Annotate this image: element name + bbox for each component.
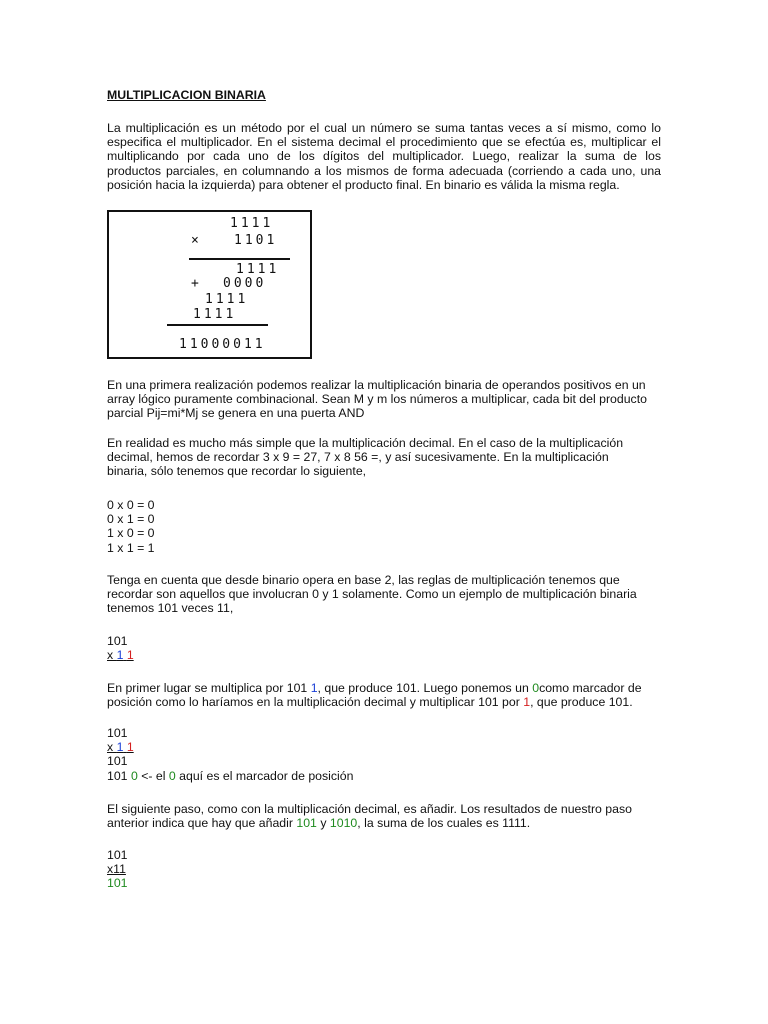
paragraph-line: Tenga en cuenta que desde binario opera en base 2, las reglas de multiplicación tenemos que: [107, 573, 620, 587]
paragraph-first-step: [107, 681, 661, 709]
example-multiplier: x11: [107, 862, 126, 877]
diagram-result: 11000011: [179, 337, 266, 352]
diagram-times-sign: ×: [191, 233, 202, 248]
multiplication-diagram: [107, 210, 312, 359]
rule-item: 1 x 1 = 1: [107, 540, 155, 555]
red-digit: 1: [523, 695, 531, 710]
example-1: [107, 634, 661, 662]
diagram-partial-4: 1111: [193, 307, 237, 322]
green-digit: 0: [130, 768, 138, 783]
times-prefix: x: [107, 740, 117, 755]
example-partial-shifted: [107, 769, 661, 783]
paragraph-line: tenemos 101 veces 11,: [107, 601, 234, 616]
paragraph-line: En una primera realización podemos realizar la multiplicación binaria de operandos positivos en un: [107, 378, 646, 392]
text-run: En primer lugar se multiplica por 101: [107, 681, 311, 695]
intro-line: multiplicando por cada uno de los dígitos del multiplicador. Luego, realizar la suma de los: [107, 149, 661, 164]
example-2: [107, 726, 661, 783]
text-run: 101: [107, 768, 131, 783]
example-3: [107, 848, 661, 891]
paragraph-base2: [107, 573, 661, 616]
times-prefix: x: [107, 648, 117, 663]
multiplier-digit-blue: 1: [116, 648, 124, 663]
paragraph-line: [107, 695, 661, 709]
text-run: como marcador de: [539, 681, 642, 695]
paragraph-line: decimal, hemos de recordar 3 x 9 = 27, 7 x 8 56 =, y así sucesivamente. En la multiplicación: [107, 450, 609, 465]
diagram-plus-sign: +: [191, 276, 202, 291]
paragraph-line: parcial Pij=mi*Mj se genera en una puerta AND: [107, 406, 365, 421]
example-partial: 101: [107, 754, 128, 769]
rule-item: 1 x 0 = 0: [107, 526, 155, 541]
paragraph-line: En realidad es mucho más simple que la multiplicación decimal. En el caso de la multiplicación: [107, 436, 624, 450]
diagram-partial-3: 1111: [205, 292, 249, 307]
diagram-rule-top: [189, 258, 290, 260]
text-run: aquí es el marcador de posición: [175, 768, 354, 783]
paragraph-simpler: [107, 436, 661, 479]
rule-item: 0 x 0 = 0: [107, 498, 155, 512]
blue-digit: 1: [310, 681, 318, 695]
text-run: , que produce 101.: [530, 695, 633, 710]
diagram-rule-bottom: [167, 324, 268, 326]
rule-item: 0 x 1 = 0: [107, 512, 155, 527]
diagram-multiplier: 1101: [234, 233, 278, 248]
example-multiplicand: 101: [107, 634, 128, 648]
paragraph-line: binaria, sólo tenemos que recordar lo siguiente,: [107, 464, 367, 479]
paragraph-line: El siguiente paso, como con la multiplicación decimal, es añadir. Los resultados de nuestro paso: [107, 802, 632, 816]
text-run: anterior indica que hay que añadir: [107, 816, 297, 831]
intro-paragraph: [107, 121, 661, 192]
intro-line: La multiplicación es un método por el cual un número se suma tantas veces a sí mismo, como lo: [107, 121, 661, 135]
paragraph-line: recordar son aquellos que involucran 0 y 1 solamente. Como un ejemplo de multiplicación binaria: [107, 587, 637, 602]
example-multiplier: [107, 740, 661, 754]
green-number: 101: [296, 816, 317, 831]
multiplication-rules-list: [107, 498, 661, 555]
paragraph-line: [107, 816, 661, 830]
underlined-multiplier: [107, 740, 134, 754]
example-multiplier: [107, 648, 661, 662]
document-title: MULTIPLICACION BINARIA: [107, 88, 266, 102]
multiplier-digit-blue: 1: [116, 740, 124, 755]
green-digit: 0: [168, 768, 176, 783]
text-run: , que produce 101. Luego ponemos un: [317, 681, 533, 695]
text-run: y: [316, 816, 330, 831]
diagram-partial-2: 0000: [223, 276, 267, 291]
intro-line: especifica el multiplicador. En el sistema decimal el procedimiento que se efectúa es, multiplicar el: [107, 135, 661, 150]
green-number: 1010: [329, 816, 358, 831]
text-run: <- el: [137, 768, 169, 783]
paragraph-line: [107, 681, 661, 695]
diagram-multiplicand: 1111: [230, 216, 274, 231]
paragraph-combinational: [107, 378, 661, 421]
intro-line: posición hacia la izquierda) para obtener el producto final. En binario es válida la misma regla.: [107, 177, 620, 192]
text-run: , la suma de los cuales es 1111.: [357, 816, 531, 831]
green-digit: 0: [532, 681, 540, 695]
paragraph-add-step: [107, 802, 661, 830]
example-multiplicand: 101: [107, 848, 128, 862]
multiplier-digit-red: 1: [126, 648, 134, 663]
multiplier-digit-red: 1: [126, 740, 134, 755]
example-partial: 101: [107, 876, 128, 891]
diagram-partial-1: 1111: [236, 262, 280, 277]
text-run: posición como lo haríamos en la multiplicación decimal y multiplicar 101 por: [107, 695, 524, 710]
paragraph-line: array lógico puramente combinacional. Sean M y m los números a multiplicar, cada bit del producto: [107, 392, 647, 407]
example-multiplicand: 101: [107, 726, 128, 740]
intro-line: productos parciales, en columnando a los mismos de forma adecuada (corriendo a cada uno, una: [107, 163, 661, 178]
